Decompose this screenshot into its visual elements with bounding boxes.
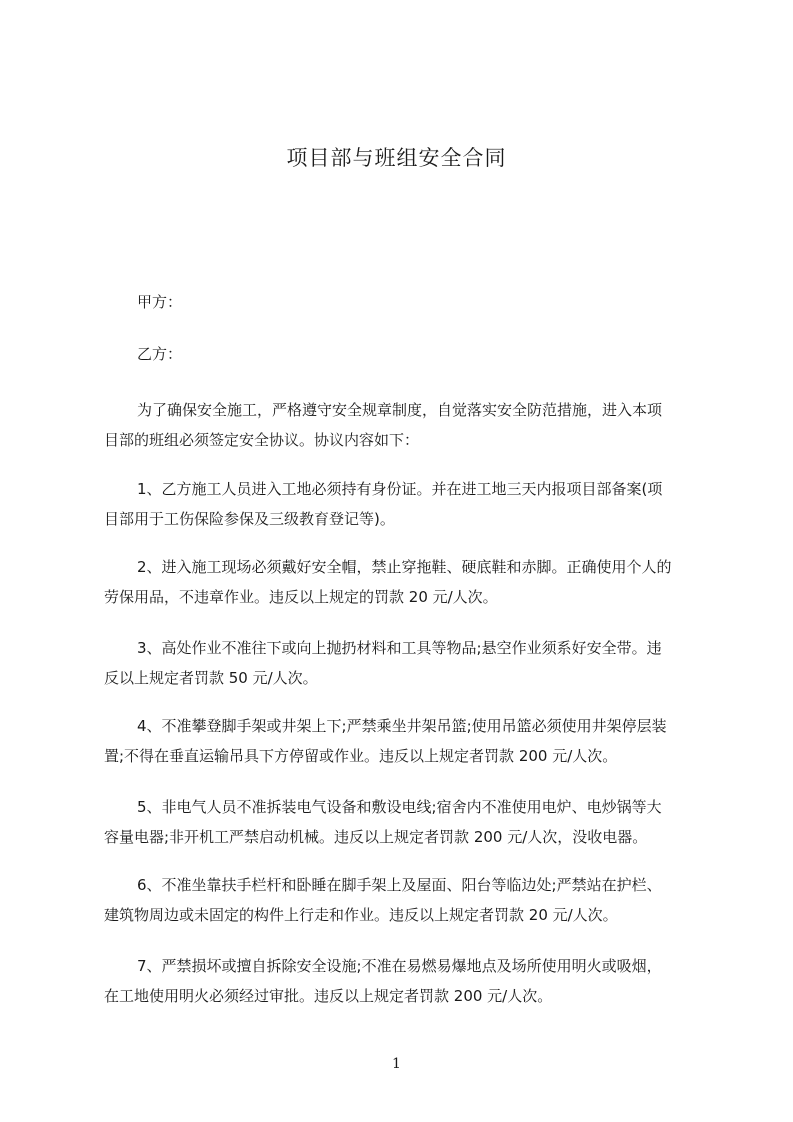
paragraph-line: 建筑物周边或未固定的构件上行走和作业。违反以上规定者罚款 20 元/人次。 xyxy=(104,906,618,924)
party-a-label: 甲方： xyxy=(137,293,183,311)
intro-paragraph xyxy=(104,395,719,455)
paragraph-line: 1、乙方施工人员进入工地必须持有身份证。并在进工地三天内报项目部备案(项 xyxy=(137,480,663,498)
page-number: 1 xyxy=(392,1056,401,1072)
clause-4 xyxy=(104,711,719,771)
clause-6 xyxy=(104,870,719,930)
clause-5 xyxy=(104,792,719,852)
paragraph-line: 目部用于工伤保险参保及三级教育登记等)。 xyxy=(104,510,395,528)
paragraph-line: 在工地使用明火必须经过审批。违反以上规定者罚款 200 元/人次。 xyxy=(104,987,553,1005)
paragraph-line: 5、非电气人员不准拆装电气设备和敷设电线;宿舍内不准使用电炉、电炒锅等大 xyxy=(137,798,662,816)
paragraph-line: 置;不得在垂直运输吊具下方停留或作业。违反以上规定者罚款 200 元/人次。 xyxy=(104,747,618,765)
paragraph-line: 容量电器;非开机工严禁启动机械。违反以上规定者罚款 200 元/人次，没收电器。 xyxy=(104,828,648,846)
paragraph-line: 7、严禁损坏或擅自拆除安全设施;不准在易燃易爆地点及场所使用明火或吸烟， xyxy=(137,957,662,975)
clause-1 xyxy=(104,474,719,534)
paragraph-line: 6、不准坐靠扶手栏杆和卧睡在脚手架上及屋面、阳台等临边处;严禁站在护栏、 xyxy=(137,876,662,894)
clause-2 xyxy=(104,552,719,612)
clause-3 xyxy=(104,633,719,693)
paragraph-line: 为了确保安全施工，严格遵守安全规章制度，自觉落实安全防范措施，进入本项 xyxy=(137,401,663,419)
party-b-label: 乙方： xyxy=(137,345,183,363)
paragraph-line: 3、高处作业不准往下或向上抛扔材料和工具等物品;悬空作业须系好安全带。违 xyxy=(137,639,662,657)
clause-7 xyxy=(104,951,719,1011)
document-title: 项目部与班组安全合同 xyxy=(286,146,507,170)
paragraph-line: 目部的班组必须签定安全协议。协议内容如下： xyxy=(104,431,420,449)
paragraph-line: 劳保用品，不违章作业。违反以上规定的罚款 20 元/人次。 xyxy=(104,588,498,606)
paragraph-line: 反以上规定者罚款 50 元/人次。 xyxy=(104,669,318,687)
paragraph-line: 2、进入施工现场必须戴好安全帽，禁止穿拖鞋、硬底鞋和赤脚。正确使用个人的 xyxy=(137,558,672,576)
paragraph-line: 4、不准攀登脚手架或井架上下;严禁乘坐井架吊篮;使用吊篮必须使用井架停层装 xyxy=(137,717,667,735)
